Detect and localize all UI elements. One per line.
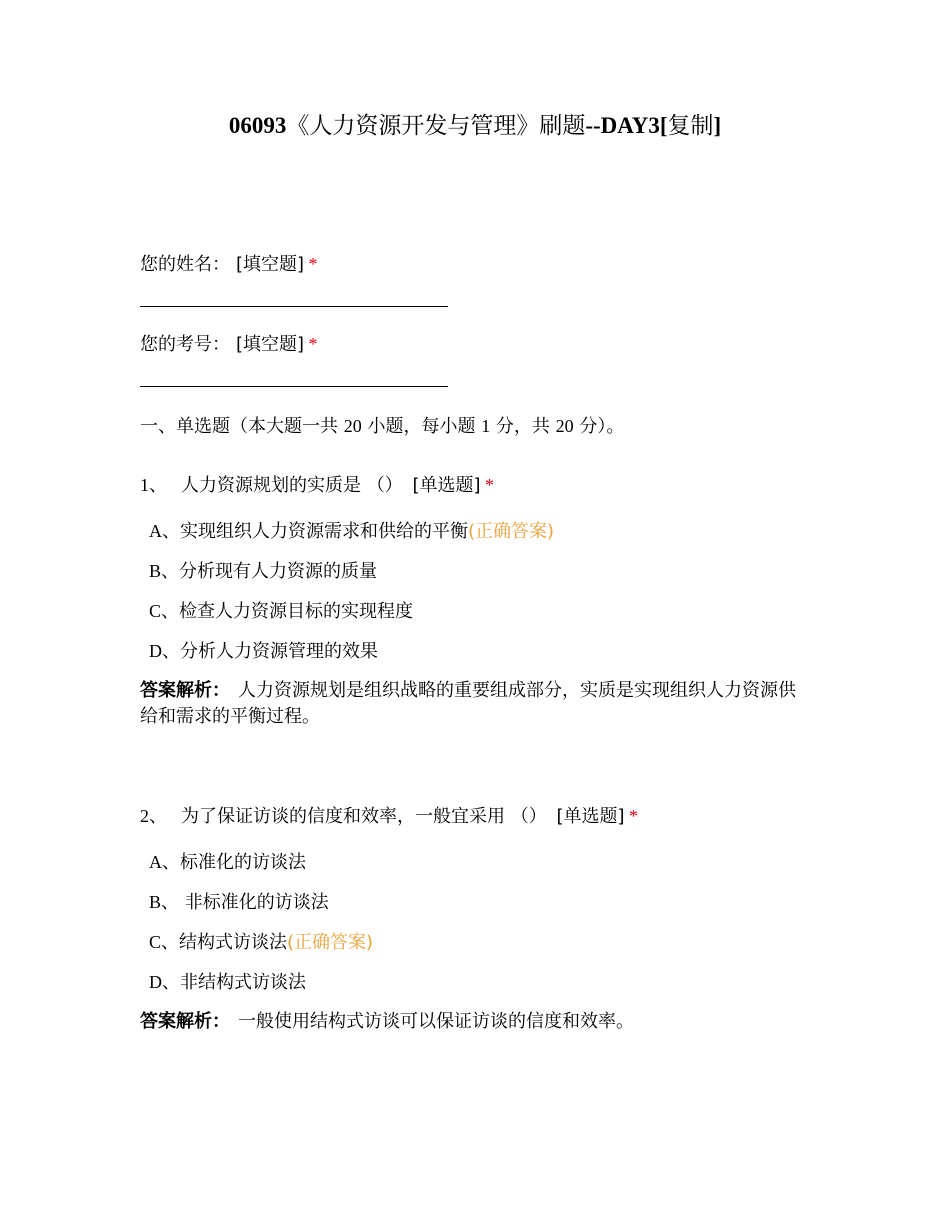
required-mark: * — [308, 334, 318, 354]
option-a[interactable] — [149, 519, 554, 544]
option-d[interactable] — [149, 970, 306, 995]
option-letter: C、 — [149, 932, 180, 952]
page-title — [0, 111, 950, 141]
id-input-line[interactable] — [140, 386, 448, 387]
title-close: ] — [713, 113, 722, 138]
option-d[interactable] — [149, 639, 378, 664]
id-label: 您的考号： — [140, 334, 230, 355]
title-number: 06093 — [228, 113, 287, 138]
correct-answer-mark: (正确答案) — [287, 932, 374, 953]
question-text: 人力资源规划的实质是 （） — [181, 475, 409, 496]
analysis-label: 答案解析： — [140, 680, 230, 701]
id-field-label — [140, 332, 318, 357]
question-type: [单选题] — [556, 806, 625, 827]
option-a[interactable] — [149, 850, 306, 875]
option-b[interactable] — [149, 890, 329, 915]
correct-answer-mark: (正确答案) — [468, 521, 555, 542]
option-b[interactable] — [149, 559, 377, 584]
option-letter: A、 — [149, 521, 180, 541]
option-text: 非结构式访谈法 — [180, 972, 306, 993]
name-input-line[interactable] — [140, 306, 448, 307]
option-letter: D、 — [149, 641, 180, 661]
name-field-label — [140, 252, 318, 277]
answer-analysis-2 — [140, 1009, 810, 1035]
required-mark: * — [485, 475, 494, 495]
analysis-text: 人力资源规划是组织战略的重要组成部分，实质是实现组织人力资源供给和需求的平衡过程。 — [140, 680, 796, 727]
question-number: 2、 — [140, 806, 167, 826]
title-copy: 复制 — [667, 113, 714, 139]
required-mark: * — [629, 806, 638, 826]
answer-analysis-1 — [140, 678, 810, 730]
option-letter: A、 — [149, 852, 180, 872]
question-1 — [140, 473, 494, 498]
question-text: 为了保证访谈的信度和效率，一般宜采用 （） — [181, 806, 553, 827]
name-label: 您的姓名： — [140, 254, 230, 275]
option-letter: B、 — [149, 892, 180, 912]
section-text-1: 一、单选题（本大题一共 — [140, 416, 344, 437]
option-text: 分析人力资源管理的效果 — [180, 641, 378, 662]
analysis-text: 一般使用结构式访谈可以保证访谈的信度和效率。 — [238, 1011, 634, 1032]
section-count: 20 — [343, 416, 362, 436]
option-text: 非标准化的访谈法 — [179, 892, 329, 913]
analysis-label: 答案解析： — [140, 1011, 230, 1032]
option-text: 结构式访谈法 — [179, 932, 288, 953]
option-letter: B、 — [149, 561, 180, 581]
section-heading — [140, 414, 624, 439]
section-text-4: 分）。 — [573, 416, 625, 437]
question-number: 1、 — [140, 475, 167, 495]
option-text: 检查人力资源目标的实现程度 — [179, 601, 414, 622]
option-text: 实现组织人力资源需求和供给的平衡 — [180, 521, 468, 542]
option-text: 分析现有人力资源的质量 — [179, 561, 378, 582]
option-letter: C、 — [149, 601, 180, 621]
title-suffix: --DAY3[ — [585, 113, 668, 138]
title-text: 《人力资源开发与管理》刷题 — [286, 113, 586, 139]
id-type: [填空题] — [236, 334, 305, 355]
section-text-3: 分，共 — [490, 416, 556, 437]
option-c[interactable] — [149, 599, 413, 624]
section-total: 20 — [555, 416, 574, 436]
option-c[interactable] — [149, 930, 373, 955]
required-mark: * — [308, 254, 318, 274]
question-2 — [140, 804, 638, 829]
question-type: [单选题] — [412, 475, 481, 496]
name-type: [填空题] — [236, 254, 305, 275]
section-text-2: 小题，每小题 — [361, 416, 482, 437]
option-letter: D、 — [149, 972, 180, 992]
section-score: 1 — [481, 416, 491, 436]
option-text: 标准化的访谈法 — [180, 852, 306, 873]
